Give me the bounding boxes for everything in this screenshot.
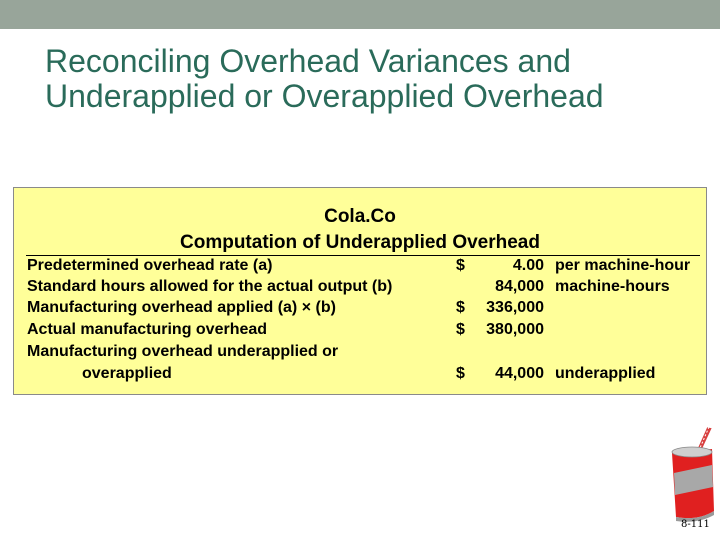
row-label: Predetermined overhead rate (a) xyxy=(27,257,273,274)
row-currency: $ xyxy=(456,257,465,274)
row-unit: machine-hours xyxy=(555,278,670,295)
row-label: Manufacturing overhead applied (a) × (b) xyxy=(27,299,336,316)
slide-title xyxy=(45,44,685,114)
row-label: Actual manufacturing overhead xyxy=(27,321,268,338)
header-rule xyxy=(26,255,700,256)
top-bar xyxy=(0,0,720,29)
row-currency: $ xyxy=(456,321,465,338)
table-subtitle: Computation of Underapplied Overhead xyxy=(180,232,540,253)
table-row xyxy=(14,299,706,321)
row-unit: underapplied xyxy=(555,365,656,382)
row-amount: 84,000 xyxy=(495,278,544,295)
company-name: Cola.Co xyxy=(324,206,396,227)
row-amount: 336,000 xyxy=(486,299,544,316)
page-number: 8-111 xyxy=(681,519,710,530)
table-row xyxy=(14,343,706,365)
computation-panel xyxy=(13,187,707,395)
row-amount: 380,000 xyxy=(486,321,544,338)
row-amount: 44,000 xyxy=(495,365,544,382)
table-row xyxy=(14,321,706,343)
row-currency: $ xyxy=(456,365,465,382)
table-row xyxy=(14,278,706,300)
title-line-1: Reconciling Overhead Variances and xyxy=(45,43,571,79)
row-label: Standard hours allowed for the actual output (b) xyxy=(27,278,393,295)
title-line-2: Underapplied or Overapplied Overhead xyxy=(45,78,604,114)
row-label: Manufacturing overhead underapplied or xyxy=(27,343,339,360)
row-label: overapplied xyxy=(82,365,172,382)
can-top xyxy=(672,447,712,457)
table-row xyxy=(14,257,706,279)
row-currency: $ xyxy=(456,299,465,316)
table-row xyxy=(14,365,706,387)
soda-can-icon xyxy=(668,425,718,525)
row-amount: 4.00 xyxy=(512,257,544,274)
row-unit: per machine-hour xyxy=(555,257,691,274)
